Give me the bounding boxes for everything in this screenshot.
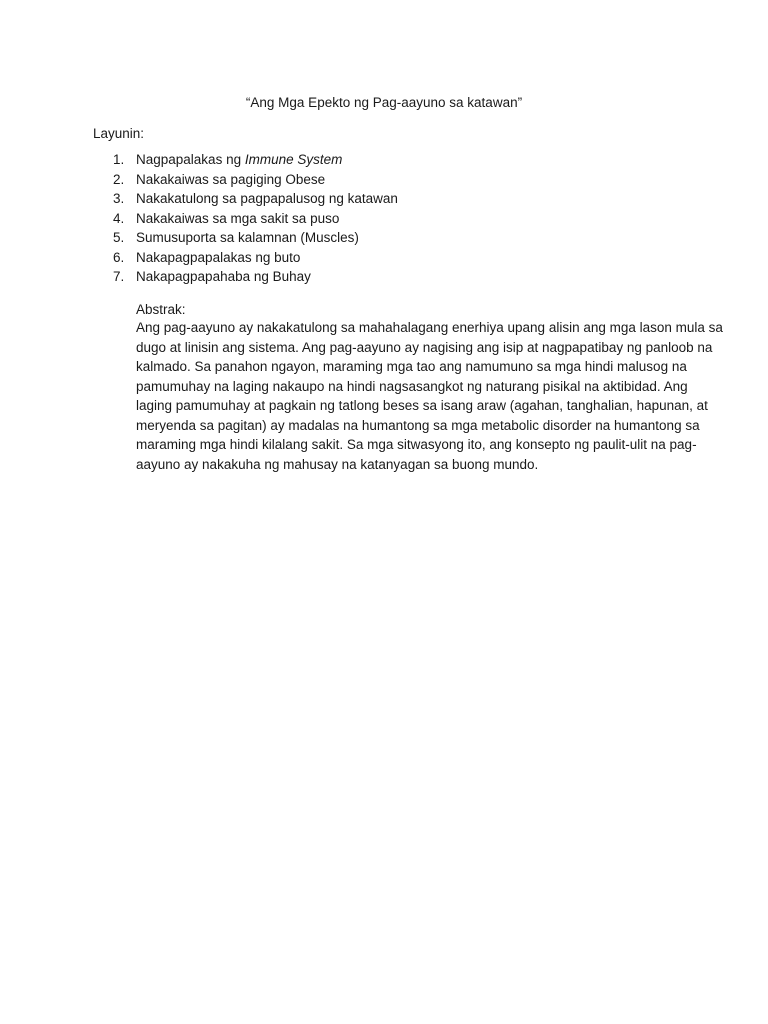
objective-text: Nakapagpapahaba ng Buhay <box>136 269 311 284</box>
objective-number: 2. <box>113 171 125 187</box>
objective-text: Nakapagpapalakas ng buto <box>136 249 301 265</box>
objective-number: 5. <box>113 230 125 245</box>
objective-text: Nakakaiwas sa mga sakit sa puso <box>136 210 340 226</box>
objective-number: 7. <box>113 269 125 284</box>
objective-number: 6. <box>113 249 125 265</box>
objective-text: Sumusuporta sa kalamnan (Muscles) <box>136 230 359 245</box>
objective-label: Nagpapalakas ng <box>136 152 245 167</box>
objective-text <box>136 150 342 170</box>
abstract-line: kalmado. Sa panahon ngayon, maraming mga tao ang namumuno sa mga hindi malusog na <box>136 359 687 374</box>
objective-text: Nakakatulong sa pagpapalusog ng katawan <box>136 191 398 206</box>
objective-emphasis: Immune System <box>244 152 343 167</box>
objective-text: Nakakaiwas sa pagiging Obese <box>136 171 326 187</box>
objectives-heading: Layunin: <box>93 126 145 141</box>
objective-number: 3. <box>113 191 125 206</box>
abstract-line: meryenda sa pagitan) ay madalas na humantong sa mga metabolic disorder na humantong sa <box>136 417 700 433</box>
abstract-line: dugo at linisin ang sistema. Ang pag-aayuno ay nagising ang isip at nagpapatibay ng panloob na <box>136 339 713 355</box>
abstract-line: maraming mga hindi kilalang sakit. Sa mga sitwasyong ito, ang konsepto ng paulit-ulit na pag- <box>136 437 697 452</box>
document-title: “Ang Mga Epekto ng Pag-aayuno sa katawan” <box>245 95 523 110</box>
abstract-body <box>136 318 723 474</box>
objective-number: 1. <box>113 152 125 167</box>
abstract-heading: Abstrak: <box>136 302 186 317</box>
abstract-line: laging pamumuhay at pagkain ng tatlong beses sa isang araw (agahan, tanghalian, hapunan, at <box>136 398 708 413</box>
objective-number: 4. <box>113 210 125 226</box>
abstract-line: pamumuhay na laging nakaupo na hindi nagsasangkot ng naturang pisikal na aktibidad. Ang <box>136 378 688 394</box>
abstract-line: Ang pag-aayuno ay nakakatulong sa mahahalagang enerhiya upang alisin ang mga lason mula sa <box>136 320 723 335</box>
abstract-line: aayuno ay nakakuha ng mahusay na katanyagan sa buong mundo. <box>136 456 539 472</box>
